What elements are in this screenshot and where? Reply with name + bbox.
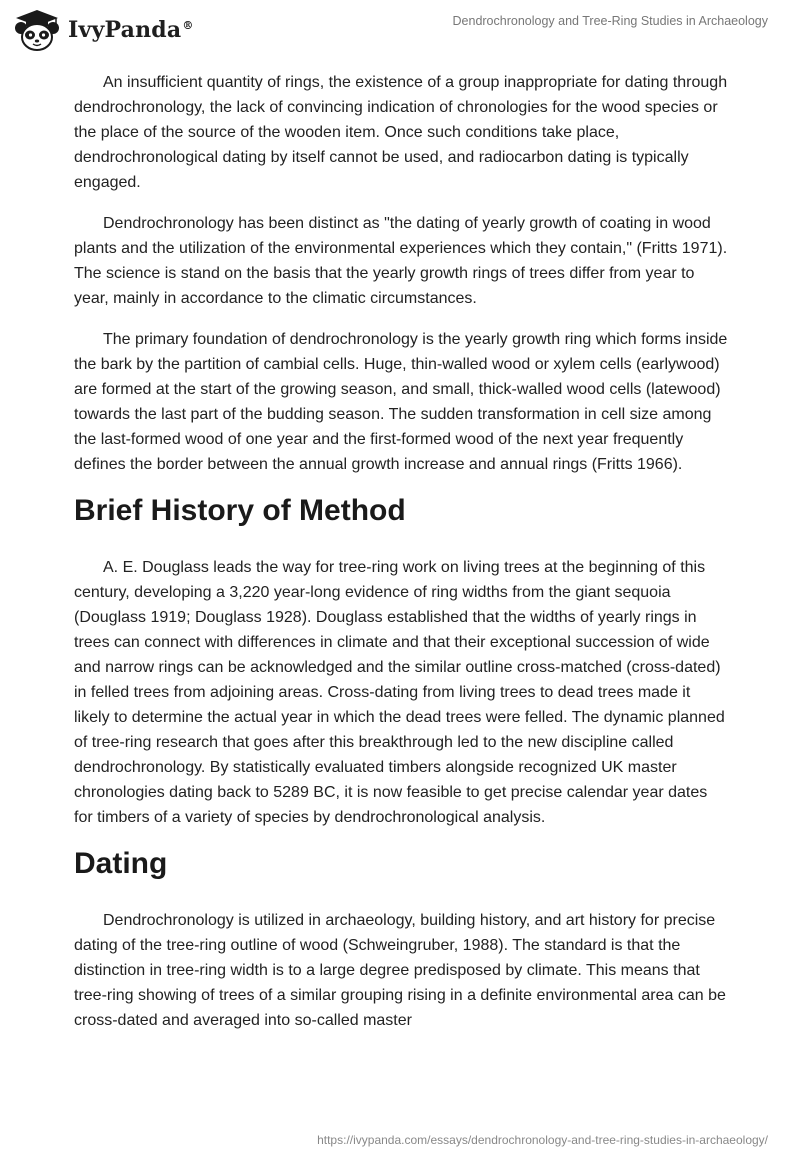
logo-text: IvyPanda® bbox=[68, 17, 194, 43]
paragraph-intro-3: The primary foundation of dendrochronology is the yearly growth ring which forms inside the bark by the partition of cambial cells. Huge, thin-walled wood or xylem cells (earlywood) are formed at the start of the growing season, and small, thick-walled wood cells (latewood) towards the last part of the budding season. The sudden transformation in cell size among the last-formed wood of one year and the first-formed wood of the next year frequently defines the border between the annual growth increase and annual rings (Fritts 1966). bbox=[74, 331, 728, 473]
paragraph-intro-2: Dendrochronology has been distinct as "the dating of yearly growth of coating in wood plants and the utilization of the environmental experiences which they contain," (Fritts 1971). The science is stand on the basis that the yearly growth rings of trees differ from year to year, mainly in accordance to the climatic circumstances. bbox=[74, 215, 728, 307]
document-title: Dendrochronology and Tree-Ring Studies in Archaeology bbox=[452, 14, 768, 28]
ivypanda-logo[interactable] bbox=[12, 8, 194, 52]
paragraph-history: A. E. Douglass leads the way for tree-ring work on living trees at the beginning of this century, developing a 3,220 year-long evidence of ring widths from the giant sequoia (Douglass 1919; Douglass 1928). Douglass established that the widths of yearly rings in trees can connect with differences in climate and that their exceptional succession of wide and narrow rings can be acknowledged and the similar outline cross-matched (cross-dated) in felled trees from adjoining areas. Cross-dating from living trees to dead trees made it likely to determine the actual year in which the dead trees were felled. The dynamic planned of tree-ring research that goes after this breakthrough led to the new discipline called dendrochronology. By statistically evaluated timbers alongside recognized UK master chronologies dating back to 5289 BC, it is now feasible to get precise calendar year dates for timbers of a variety of species by dendrochronological analysis. bbox=[74, 559, 725, 826]
essay-content bbox=[74, 70, 730, 1049]
source-url[interactable]: https://ivypanda.com/essays/dendrochronology-and-tree-ring-studies-in-archaeology/ bbox=[317, 1133, 768, 1147]
heading-dating: Dating bbox=[74, 847, 168, 880]
paragraph-dating: Dendrochronology is utilized in archaeology, building history, and art history for precise dating of the tree-ring outline of wood (Schweingruber, 1988). The standard is that the distinction in tree-ring width is to a large degree predisposed by climate. This means that tree-ring showing of trees of a similar grouping rising in a definite environmental area can be cross-dated and averaged into so-called master bbox=[74, 912, 726, 1029]
panda-graduate-icon bbox=[12, 8, 62, 52]
paragraph-intro-1: An insufficient quantity of rings, the existence of a group inappropriate for dating through dendrochronology, the lack of convincing indication of chronologies for the wood species or the place of the source of the wooden item. Once such conditions take place, dendrochronological dating by itself cannot be used, and radiocarbon dating is typically engaged. bbox=[74, 74, 728, 191]
heading-brief-history: Brief History of Method bbox=[74, 494, 406, 527]
page-header bbox=[0, 0, 800, 60]
